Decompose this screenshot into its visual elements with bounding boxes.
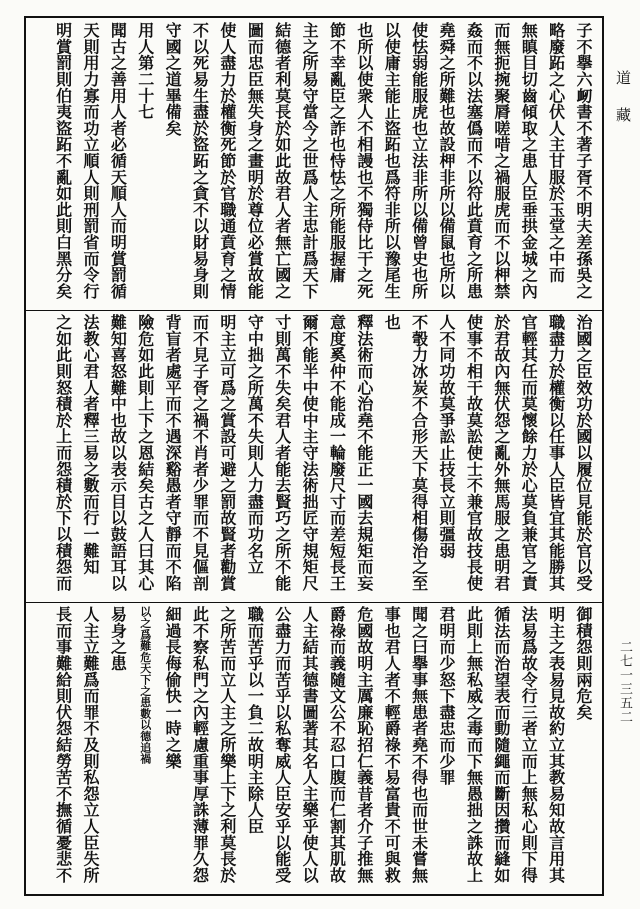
page-frame — [24, 16, 604, 896]
text-band-top — [32, 22, 596, 308]
text-column: 易身之患 — [108, 606, 128, 672]
text-band-middle — [32, 314, 596, 600]
chapter-heading: 用人第二十七 — [135, 22, 155, 120]
text-column: 爵祿而義隨文公不忍口腹而仁割其肌故 — [327, 606, 347, 884]
text-column: 使怯弱能服虎也立法非所以備曾史也所 — [409, 22, 429, 300]
text-column: 而不見子胥之禍不肖者少罪而不見傴剖 — [190, 314, 210, 592]
text-column: 無瞋目切齒傾取之患人臣垂拱金城之內 — [519, 22, 539, 300]
band-divider — [26, 602, 602, 603]
text-column: 不以死易生盡於盜跖之貪不以財易身則 — [190, 22, 210, 300]
text-column: 治國之臣效功於國以履位見能於官以受 — [574, 314, 593, 592]
text-column: 官輕其任而莫懷餘力於心莫負兼官之責 — [519, 314, 539, 592]
margin-title: 道藏 — [614, 70, 632, 144]
text-column: 略廢跖之心伏人主甘服於玉堂之中而 — [546, 22, 566, 283]
text-column: 背盲者處平而不遇深谿愚者守靜而不陷 — [163, 314, 183, 592]
text-column: 公盡力而苦乎以私奪威人臣安乎以能受 — [272, 606, 292, 884]
text-band-bottom — [32, 606, 596, 892]
text-column: 也所以使衆人不相謾也不獨侍比干之死 — [354, 22, 374, 300]
text-column: 節不幸亂臣之詐也恃怯之所能服握庸 — [327, 22, 347, 283]
text-column: 堯舜之所難也故設柙非所以備鼠也所以 — [437, 22, 457, 300]
text-column: 天則用力寡而功立順人則刑罰省而令行 — [80, 22, 100, 300]
band-divider — [26, 310, 602, 311]
text-column: 姦而不以法塞僞而不以符此賁育之所患 — [464, 22, 484, 300]
text-column: 守中拙之所萬不失則人力盡而功名立 — [245, 314, 265, 575]
text-column: 之如此則怒積於上而怨積於下以積怨而 — [53, 314, 73, 592]
text-column: 爾不能半中使中主守法術拙匠守規矩尺 — [300, 314, 320, 592]
text-column: 法易爲故令行三者立而上無私心則下得 — [519, 606, 539, 884]
text-column: 聞之曰擧事無患者堯不得也而世未嘗無 — [409, 606, 429, 884]
text-column: 明主立可爲之賞設可避之罰故賢者勸賞 — [217, 314, 237, 592]
text-column: 御積怨則兩危矣 — [574, 606, 593, 721]
text-column: 意度奚仲不能成一輪廢尺寸而差短長王 — [327, 314, 347, 592]
text-column: 也 — [382, 314, 402, 331]
text-column: 人主立難爲而罪不及則私怨立人臣失所 — [80, 606, 100, 884]
text-column: 而無扼捥聚脣嗟唶之禍服虎而不以柙禁 — [491, 22, 511, 300]
text-column: 不彀力冰炭不合形天下莫得相傷治之至 — [409, 314, 429, 592]
annotation-column: 以之爲難危天下之患數以德追禍 — [138, 606, 152, 765]
text-column: 職而苦乎以一負二故明主除人臣 — [245, 606, 265, 835]
text-column: 險危如此則上下之恩結矣古之人曰其心 — [135, 314, 155, 592]
text-column: 細過長侮偷快一時之樂 — [163, 606, 183, 769]
text-column: 職盡力於權衡以任事人臣皆宜其能勝其 — [546, 314, 566, 592]
text-column: 此不察私門之內輕慮重事厚誅薄罪久怨 — [190, 606, 210, 884]
text-column: 人主結其德書圖著其名人主樂乎使人以 — [300, 606, 320, 884]
text-column: 此則上無私威之毒而下無愚拙之誅故上 — [464, 606, 484, 884]
text-column: 人不同功故莫爭訟止技長立則彊弱 — [437, 314, 457, 559]
text-column: 危國故明主厲廉恥招仁義昔者介子推無 — [354, 606, 374, 884]
text-column: 結德者利莫長於如此故君人者無亡國之 — [272, 22, 292, 300]
text-column: 主之所易守當今之世爲人主忠計爲天下 — [300, 22, 320, 300]
text-column: 子不擧六衂書不著子胥不明夫差孫吳之 — [574, 22, 593, 300]
text-column: 使人盡力於權衡死節於官職通賁育之情 — [217, 22, 237, 300]
text-column: 寸則萬不失矣君人者能去賢巧之所不能 — [272, 314, 292, 592]
text-column: 釋法術而心治堯不能正一國去規矩而妄 — [354, 314, 374, 592]
text-column: 法教心君人者釋三易之數而行一難知 — [80, 314, 100, 575]
text-column: 使事不相干故莫訟使士不兼官故技長使 — [464, 314, 484, 592]
text-column: 之所苦而立人主之所樂上下之利莫長於 — [217, 606, 237, 884]
text-column: 循法而治望表而動隨繩而斷因攢而縫如 — [491, 606, 511, 884]
text-column: 聞古之善用人者必循天順人而明賞罰循 — [108, 22, 128, 300]
text-column: 明主之表易見故約立其教易知故言用其 — [546, 606, 566, 884]
text-column: 圖而忠臣無失身之畫明於尊位必賞故能 — [245, 22, 265, 300]
text-column: 以使庸主能止盜跖也爲符非所以豫尾生 — [382, 22, 402, 300]
text-column: 事也君人者不輕爵祿不易富貴不可與救 — [382, 606, 402, 884]
margin-page-number: 二七一三五二 — [617, 640, 632, 724]
text-column: 明賞罰則伯夷盜跖不亂如此則白黑分矣 — [53, 22, 73, 300]
text-column: 君明而少怒下盡忠而少罪 — [437, 606, 457, 786]
text-column: 難知喜怒難中也故以表示目以鼓語耳以 — [108, 314, 128, 592]
chapter-end-line: 守國之道畢備矣 — [163, 22, 183, 137]
text-column: 於君故內無伏怨之亂外無馬服之患明君 — [491, 314, 511, 592]
text-column: 長而事難給則伏怨結勞苦不撫循憂悲不 — [53, 606, 73, 884]
